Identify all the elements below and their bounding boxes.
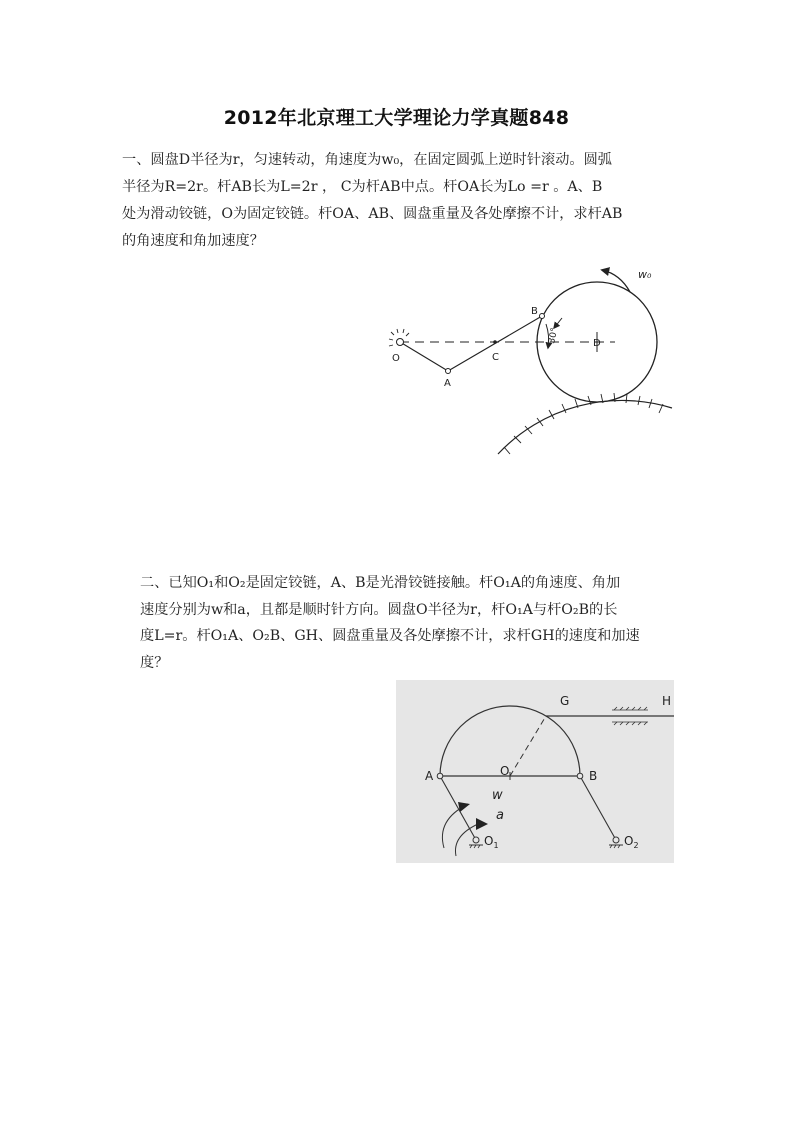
hinge-b	[540, 314, 545, 319]
problem-1-text	[122, 147, 677, 255]
problem-1-line: 半径为R=2r。杆AB长为L=2r ， C为杆AB中点。杆OA长为Lo =r 。A、B	[122, 179, 603, 195]
hinge-a	[446, 369, 451, 374]
problem-1-line: 一、圆盘D半径为r，匀速转动，角速度为w₀，在固定圆弧上逆时针滚动。圆弧	[122, 152, 612, 168]
fixed-arc	[498, 400, 672, 454]
page-title: 2012年北京理工大学理论力学真题848	[223, 107, 570, 129]
label-omega0: w₀	[638, 268, 652, 281]
label-angle: 30°	[547, 326, 561, 345]
label-point-o: O	[500, 764, 510, 778]
label-d: D	[593, 338, 601, 349]
rod-oa	[400, 342, 448, 371]
label-point-o1: $O_1$	[484, 834, 499, 850]
label-point-a: A	[425, 769, 434, 783]
problem-1-figure	[380, 258, 680, 463]
problem-2-line: 度L=r。杆O₁A、O₂B、GH、圆盘重量及各处摩擦不计，求杆GH的速度和加速	[140, 628, 640, 644]
label-point-b: B	[589, 769, 598, 783]
label-point-h: H	[662, 694, 672, 708]
label-point-g: G	[560, 694, 570, 708]
problem-2-line: 二、已知O₁和O₂是固定铰链，A、B是光滑铰链接触。杆O₁A的角速度、角加	[140, 575, 621, 591]
problem-1-line: 的角速度和角加速度？	[122, 233, 264, 249]
hinge-b	[577, 773, 583, 779]
point-c	[493, 340, 497, 344]
label-point-o2: $O_2$	[624, 834, 639, 850]
label-w: w	[492, 788, 503, 803]
label-b: B	[531, 306, 538, 317]
label-a: A	[444, 378, 451, 389]
problem-2-line: 速度分别为w和a，且都是顺时针方向。圆盘O半径为r，杆O₁A与杆O₂B的长	[140, 601, 618, 618]
problem-1-line: 处为滑动铰链，O为固定铰链。杆OA、AB、圆盘重量及各处摩擦不计，求杆AB	[122, 206, 623, 222]
fixed-hinge-o-icon	[389, 329, 409, 346]
radius-arrow	[554, 318, 562, 328]
problem-2-line: 度？	[140, 654, 169, 671]
label-c: C	[492, 352, 499, 363]
problem-2-figure	[396, 680, 674, 863]
label-a-alpha: a	[496, 808, 504, 823]
hinge-a	[437, 773, 443, 779]
fixed-arc-hatching	[504, 393, 663, 454]
problem-2-text	[140, 570, 660, 676]
label-o: O	[392, 353, 400, 364]
